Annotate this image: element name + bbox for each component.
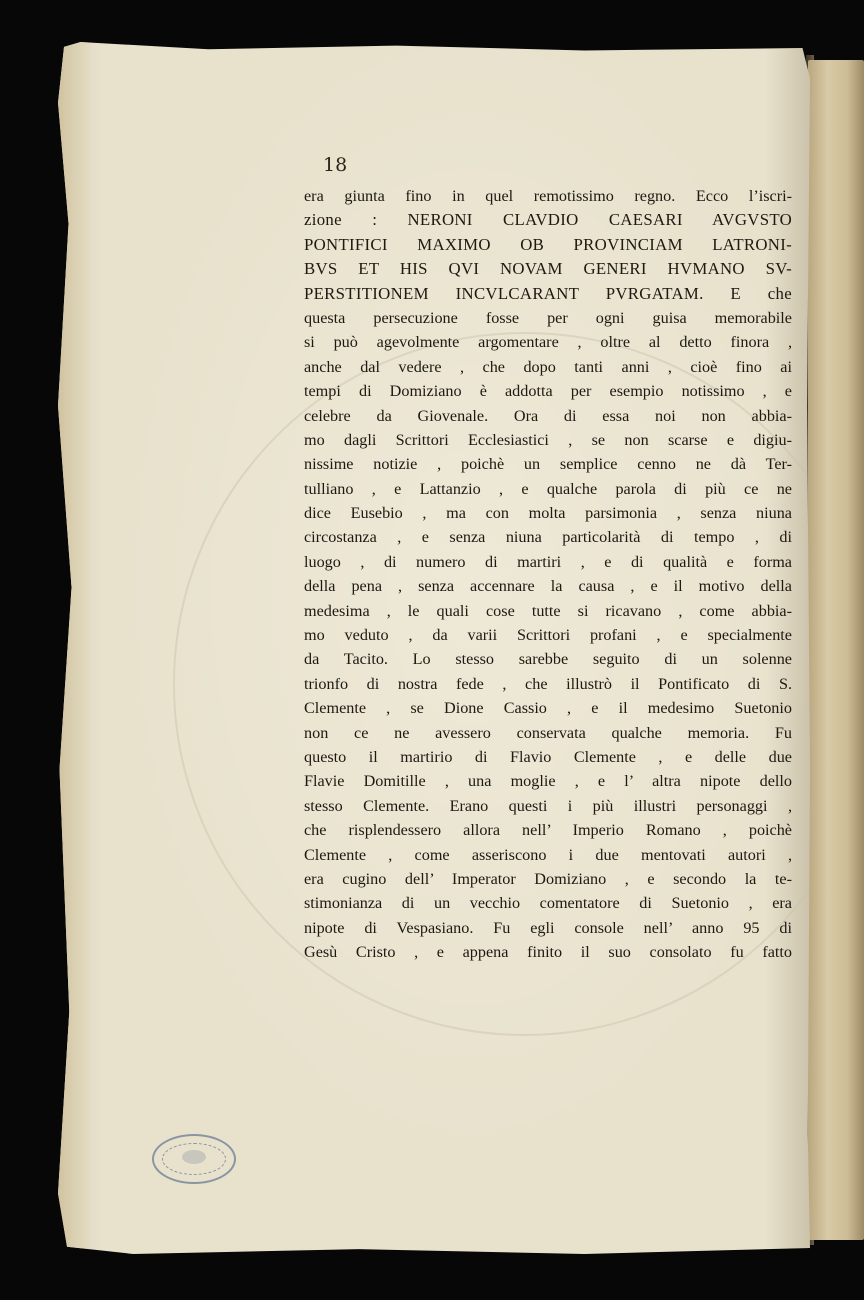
text-line: Flavie Domitille , una moglie , e l’ altra nipote dello bbox=[304, 772, 792, 791]
text-line: BVS ET HIS QVI NOVAM GENERI HVMANO SV- bbox=[304, 259, 792, 279]
body-text bbox=[304, 184, 792, 965]
text-line: da Tacito. Lo stesso sarebbe seguito di un solenne bbox=[304, 650, 792, 669]
text-line: zione : NERONI CLAVDIO CAESARI AVGVSTO bbox=[304, 210, 792, 230]
text-line: celebre da Giovenale. Ora di essa noi non abbia- bbox=[304, 406, 792, 425]
text-line: Clemente , se Dione Cassio , e il medesimo Suetonio bbox=[304, 699, 792, 718]
stamp-emblem bbox=[182, 1150, 206, 1164]
text-line: Gesù Cristo , e appena finito il suo consolato fu fatto bbox=[304, 943, 792, 962]
deckle-edge bbox=[58, 42, 92, 1254]
text-line: si può agevolmente argomentare , oltre al detto finora , bbox=[304, 333, 792, 352]
text-line: era cugino dell’ Imperator Domiziano , e secondo la te- bbox=[304, 869, 792, 888]
text-line: anche dal vedere , che dopo tanti anni , cioè fino ai bbox=[304, 357, 792, 376]
text-line: dice Eusebio , ma con molta parsimonia , senza niuna bbox=[304, 504, 792, 523]
text-line: nipote di Vespasiano. Fu egli console nell’ anno 95 di bbox=[304, 918, 792, 937]
text-line: tempi di Domiziano è addotta per esempio notissimo , e bbox=[304, 382, 792, 401]
text-line: tulliano , e Lattanzio , e qualche parola di più ce ne bbox=[304, 479, 792, 498]
text-line: stimonianza di un vecchio comentatore di Suetonio , era bbox=[304, 894, 792, 913]
text-line: PONTIFICI MAXIMO OB PROVINCIAM LATRONI- bbox=[304, 234, 792, 254]
page-number: 18 bbox=[323, 154, 348, 176]
text-line: mo dagli Scrittori Ecclesiastici , se non scarse e digiu- bbox=[304, 430, 792, 449]
text-line: era giunta fino in quel remotissimo regno. Ecco l’iscri- bbox=[304, 187, 792, 205]
library-stamp bbox=[152, 1134, 236, 1184]
text-line: mo veduto , da varii Scrittori profani , e specialmente bbox=[304, 626, 792, 645]
text-line: questa persecuzione fosse per ogni guisa memorabile bbox=[304, 308, 792, 327]
text-line: trionfo di nostra fede , che illustrò il Pontificato di S. bbox=[304, 674, 792, 693]
text-line: Clemente , come asseriscono i due mentovati autori , bbox=[304, 845, 792, 864]
text-line: che risplendessero allora nell’ Imperio Romano , poichè bbox=[304, 821, 792, 840]
text-line: questo il martirio di Flavio Clemente , e delle due bbox=[304, 747, 792, 766]
text-line: della pena , senza accennare la causa , e il motivo della bbox=[304, 577, 792, 596]
text-line: PERSTITIONEM INCVLCARANT PVRGATAM. E che bbox=[304, 283, 792, 303]
text-line: stesso Clemente. Erano questi i più illustri personaggi , bbox=[304, 796, 792, 815]
text-line: luogo , di numero di martiri , e di qualità e forma bbox=[304, 552, 792, 571]
text-line: circostanza , e senza niuna particolarità di tempo , di bbox=[304, 528, 792, 547]
next-page-edge bbox=[808, 60, 864, 1240]
text-line: medesima , le quali cose tutte si ricavano , come abbia- bbox=[304, 601, 792, 620]
text-line: non ce ne avessero conservata qualche memoria. Fu bbox=[304, 723, 792, 742]
text-line: nissime notizie , poichè un semplice cenno ne dà Ter- bbox=[304, 455, 792, 474]
